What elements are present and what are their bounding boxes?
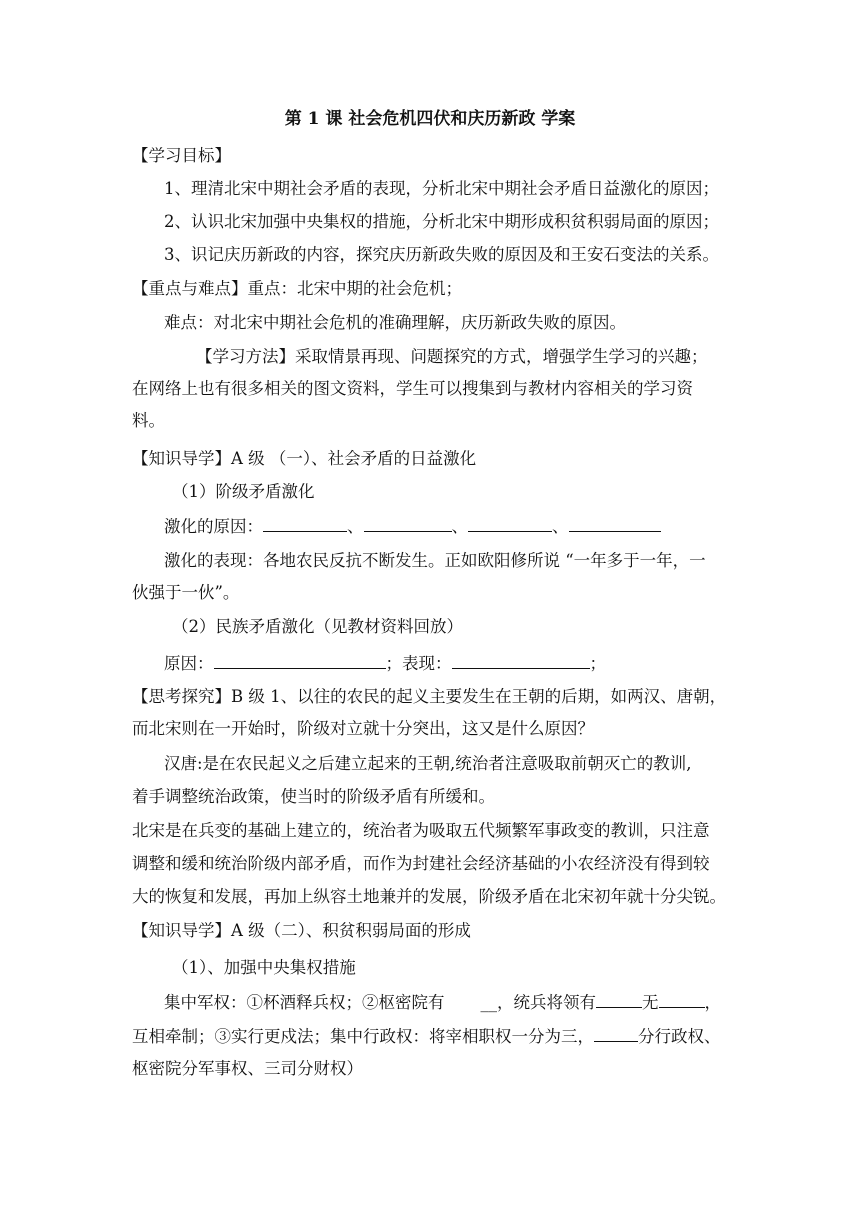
method-line-2: 在网络上也有很多相关的图文资料，学生可以搜集到与教材内容相关的学习资 bbox=[132, 379, 693, 398]
admin-line bbox=[132, 1025, 740, 1048]
end-mark: ； bbox=[589, 654, 606, 673]
reason-line bbox=[164, 652, 740, 675]
show-blank[interactable] bbox=[452, 652, 590, 669]
guide2-sub1: （1）、加强中央集权措施 bbox=[172, 958, 356, 977]
guide1-sub2: （2）民族矛盾激化（见教材资料回放） bbox=[172, 617, 463, 636]
think-line-2: 而北宋则在一开始时，阶级对立就十分突出，这又是什么原因？ bbox=[132, 719, 594, 738]
answer-line-1: 汉唐:是在农民起义之后建立起来的王朝,统治者注意吸取前朝灭亡的教训, bbox=[164, 754, 692, 773]
cause-line bbox=[164, 515, 740, 538]
goal-item-3: 3、识记庆历新政的内容，探究庆历新政失败的原因及和王安石变法的关系。 bbox=[164, 245, 719, 264]
answer-line-2: 着手调整统治政策，使当时的阶级矛盾有所缓和。 bbox=[132, 787, 495, 806]
military-blank-1[interactable] bbox=[596, 991, 642, 1008]
admin-blank[interactable] bbox=[594, 1025, 638, 1042]
page-title: 第 1 课 社会危机四伏和庆历新政 学案 bbox=[284, 109, 576, 129]
show-label: ；表现： bbox=[385, 654, 452, 673]
guide1-heading: 【知识导学】A 级 （一）、社会矛盾的日益激化 bbox=[132, 449, 477, 468]
cause-blank-2[interactable] bbox=[364, 515, 452, 532]
separator: 、 bbox=[451, 517, 468, 536]
goals-heading: 【学习目标】 bbox=[132, 146, 231, 165]
military-text-a: 集中军权：①杯酒释兵权；②枢密院有 bbox=[164, 993, 445, 1012]
admin-text-a: 互相牵制；③实行更戍法；集中行政权：将宰相职权一分为三， bbox=[132, 1027, 594, 1046]
method-line-1: 【学习方法】采取情景再现、问题探究的方式，增强学生学习的兴趣； bbox=[196, 347, 708, 366]
separator: 、 bbox=[347, 517, 364, 536]
cause-blank-1[interactable] bbox=[263, 515, 347, 532]
reason-blank[interactable] bbox=[214, 652, 386, 669]
military-text-c: 无 bbox=[642, 993, 659, 1012]
answer-line-3: 北宋是在兵变的基础上建立的，统治者为吸取五代频繁军事政变的教训，只注意 bbox=[132, 821, 710, 840]
key-points-line: 【重点与难点】重点：北宋中期的社会危机； bbox=[132, 279, 462, 298]
guide1-sub1: （1）阶级矛盾激化 bbox=[172, 482, 315, 501]
separator: 、 bbox=[552, 517, 569, 536]
military-text-b: __，统兵将领有 bbox=[480, 993, 596, 1012]
cause-label: 激化的原因： bbox=[164, 517, 263, 536]
cause-blank-3[interactable] bbox=[468, 515, 552, 532]
show-line-2: 伙强于一伙”。 bbox=[132, 583, 240, 602]
military-line bbox=[164, 991, 740, 1014]
goal-item-2: 2、认识北宋加强中央集权的措施，分析北宋中期形成积贫积弱局面的原因； bbox=[164, 212, 719, 231]
think-line-1: 【思考探究】B 级 1、以往的农民的起义主要发生在王朝的后期，如两汉、唐朝， bbox=[132, 687, 727, 706]
goal-item-1: 1、理清北宋中期社会矛盾的表现，分析北宋中期社会矛盾日益激化的原因； bbox=[164, 179, 719, 198]
answer-line-4: 调整和缓和统治阶级内部矛盾，而作为封建社会经济基础的小农经济没有得到较 bbox=[132, 854, 710, 873]
military-text-d: ， bbox=[704, 993, 721, 1012]
guide2-heading: 【知识导学】A 级（二）、积贫积弱局面的形成 bbox=[132, 921, 471, 940]
answer-line-5: 大的恢复和发展，再加上纵容土地兼并的发展，阶级矛盾在北宋初年就十分尖锐。 bbox=[132, 887, 726, 906]
difficulty-line: 难点：对北宋中期社会危机的准确理解，庆历新政失败的原因。 bbox=[164, 313, 626, 332]
admin-text-b: 分行政权、 bbox=[638, 1027, 721, 1046]
cause-blank-4[interactable] bbox=[569, 515, 661, 532]
privy-line: 枢密院分军事权、三司分财权） bbox=[132, 1059, 363, 1078]
show-line-1: 激化的表现：各地农民反抗不断发生。正如欧阳修所说 “一年多于一年，一 bbox=[164, 551, 706, 570]
reason-label: 原因： bbox=[164, 654, 214, 673]
military-blank-2[interactable] bbox=[659, 991, 705, 1008]
method-line-3: 料。 bbox=[132, 411, 165, 430]
